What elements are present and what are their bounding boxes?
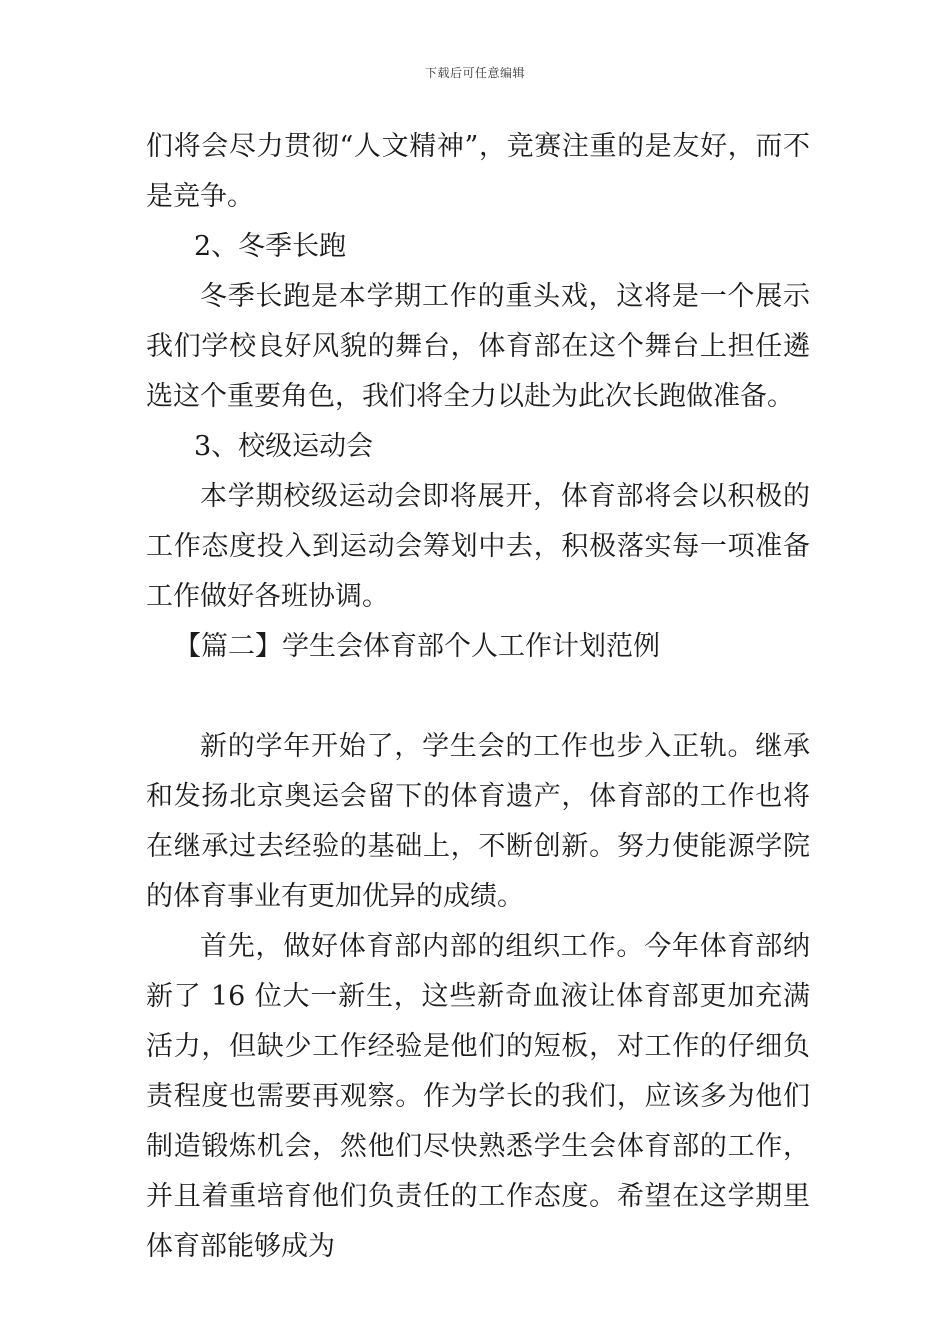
- section-title: 【篇二】学生会体育部个人工作计划范例: [174, 631, 660, 662]
- paragraph-continued: 们将会尽力贯彻“人文精神”，竞赛注重的是友好，而不是竞争。: [146, 131, 810, 212]
- subheading-sports-meet: 3、校级运动会: [194, 431, 374, 462]
- blank-line: [146, 672, 810, 722]
- paragraph-new-year: 新的学年开始了，学生会的工作也步入正轨。继承和发扬北京奥运会留下的体育遗产，体育部的工作也将在继承过去经验的基础上，不断创新。努力使能源学院的体育事业有更加优异的成绩。: [146, 731, 810, 912]
- paragraph-organization: 首先，做好体育部内部的组织工作。今年体育部纳新了 16 位大一新生，这些新奇血液让体育部更加充满活力，但缺少工作经验是他们的短板，对工作的仔细负责程度也需要再观察。作为学长的我们，应该多为他们制造锻炼机会，然他们尽快熟悉学生会体育部的工作，并且着重培育他们负责任的工作态度。希望在这学期里体育部能够成为: [146, 931, 810, 1262]
- paragraph-winter-run: 冬季长跑是本学期工作的重头戏，这将是一个展示我们学校良好风貌的舞台，体育部在这个舞台上担任遴选这个重要角色，我们将全力以赴为此次长跑做准备。: [146, 281, 810, 412]
- document-body: [146, 122, 810, 1272]
- subheading-winter-run: 2、冬季长跑: [194, 231, 347, 262]
- paragraph-sports-meet: 本学期校级运动会即将展开，体育部将会以积极的工作态度投入到运动会筹划中去，积极落实每一项准备工作做好各班协调。: [146, 481, 810, 612]
- page-header: 下载后可任意编辑: [424, 66, 525, 80]
